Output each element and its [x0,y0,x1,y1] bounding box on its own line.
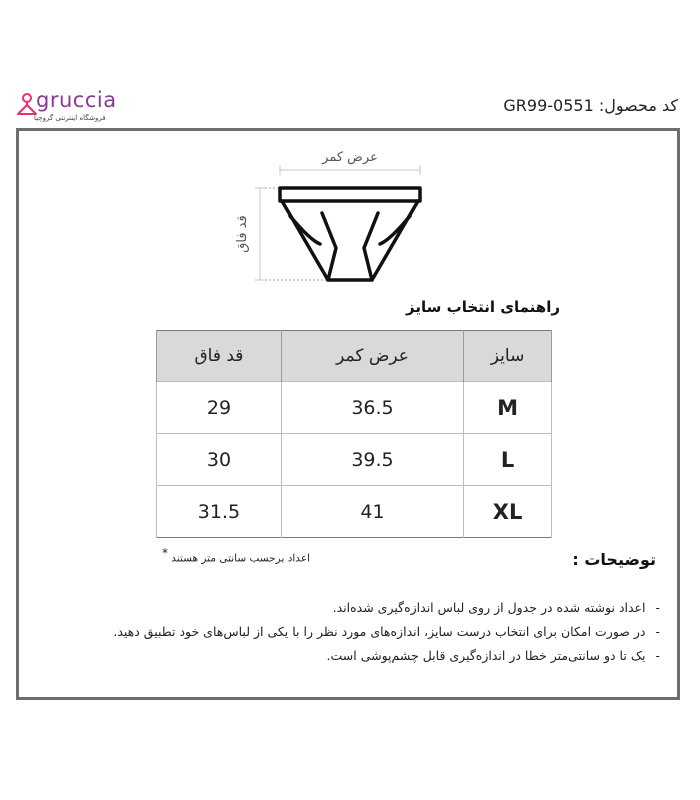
briefs-diagram [210,140,450,290]
description-item: -در صورت امکان برای انتخاب درست سایز، اندازه‌های مورد نظر را با یکی از لباس‌های خود تطبیق دهید. [113,624,660,639]
size-table [156,330,552,538]
size-cell: L [464,434,552,486]
table-row [157,434,552,486]
note-asterisk: * [161,546,168,560]
size-guide-title: راهنمای انتخاب سایز [406,298,560,316]
size-cell: XL [464,486,552,538]
waist-width-label: عرض کمر [322,150,378,165]
waist-cell: 39.5 [281,434,463,486]
note-text: اعداد برحسب سانتی متر هستند [171,552,310,565]
rise-label: قد فاق [235,215,250,253]
description-item: -یک تا دو سانتی‌متر خطا در اندازه‌گیری قابل چشم‌پوشی است. [326,648,660,663]
size-cell: M [464,382,552,434]
description-list [40,596,660,668]
rise-cell: 31.5 [157,486,282,538]
table-row [157,486,552,538]
units-note [162,546,310,565]
rise-cell: 30 [157,434,282,486]
waist-cell: 36.5 [281,382,463,434]
rise-cell: 29 [157,382,282,434]
header-size: سایز [464,331,552,382]
waist-cell: 41 [281,486,463,538]
product-code: کد محصول: GR99-0551 [503,96,678,115]
logo-wordmark: gruccia [36,88,117,112]
table-row [157,382,552,434]
description-item: -اعداد نوشته شده در جدول از روی لباس اندازه‌گیری شده‌اند. [332,600,660,615]
header-rise: قد فاق [157,331,282,382]
description-heading: توضیحات : [572,550,656,569]
logo-subtitle: فروشگاه اینترنتی گروچیا [34,114,106,122]
brand-logo [16,88,146,132]
briefs-icon [280,188,420,280]
header-waist: عرض کمر [281,331,463,382]
table-header-row [157,331,552,382]
